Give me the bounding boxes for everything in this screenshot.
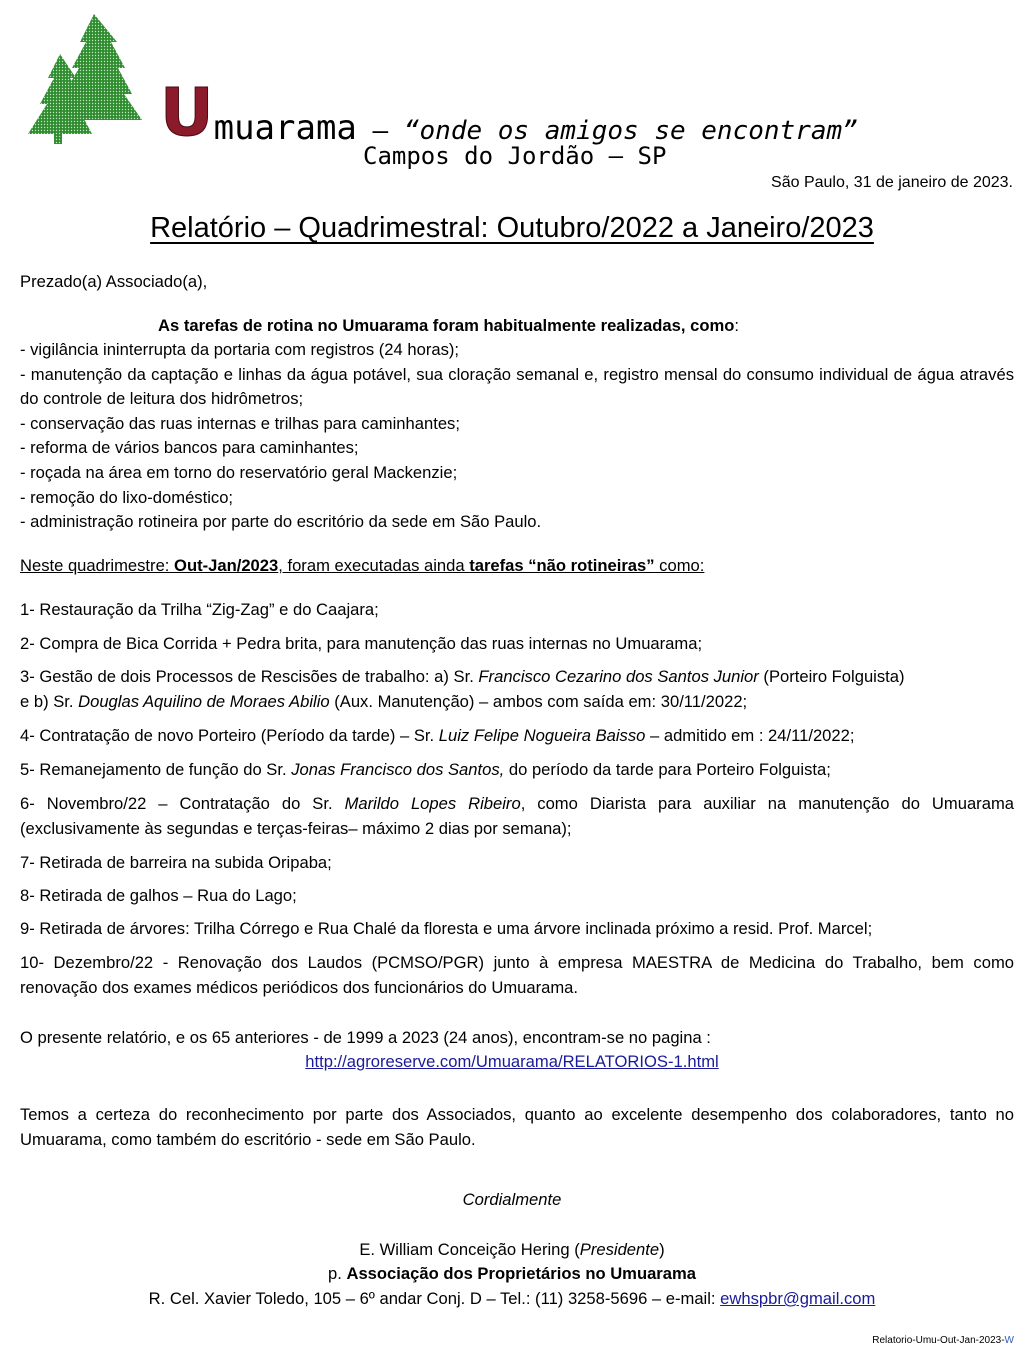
task-10: 10- Dezembro/22 - Renovação dos Laudos (PCMSO/PGR) junto à empresa MAESTRA de Medicina do Trabalho, bem como renovação dos exames médicos periódicos dos funcionários do Umuarama. (20, 953, 1014, 997)
signatory-name (0, 1238, 1024, 1263)
signatory-text: ) (659, 1240, 665, 1259)
task-1: 1- Restauração da Trilha “Zig-Zag” e do Caajara; (20, 600, 379, 619)
extra-tasks-intro (20, 554, 1014, 579)
task-text: 5- Remanejamento de função do Sr. (20, 760, 292, 779)
list-item: - conservação das ruas internas e trilhas para caminhantes; (20, 413, 460, 433)
extra-intro-part: , foram executadas ainda (278, 556, 470, 575)
task-text: e b) Sr. (20, 691, 79, 711)
closing-text: Cordialmente (462, 1190, 562, 1209)
task-text: 3- Gestão de dois Processos de Rescisões de trabalho: a) Sr. (20, 667, 479, 686)
person-name: Luiz Felipe Nogueira Baisso (438, 726, 646, 745)
signatory-text: E. William Conceição Hering ( (359, 1240, 580, 1259)
thanks-paragraph: Temos a certeza do reconhecimento por parte dos Associados, quanto ao excelente desempenho dos colaboradores, tanto no Umuarama, como também do escritório - sede em São Paulo. (20, 1105, 1014, 1149)
person-name: Jonas Francisco dos Santos, (291, 760, 505, 779)
task-text: (Aux. Manutenção) – ambos com saída em: 30/11/2022; (329, 691, 748, 711)
brand-city: Campos do Jordão – SP (363, 142, 667, 170)
document-id-suffix: W (1004, 1335, 1014, 1346)
greeting: Prezado(a) Associado(a), (20, 272, 208, 291)
person-name: Marildo Lopes Ribeiro (344, 794, 521, 813)
routine-intro-text: As tarefas de rotina no Umuarama foram habitualmente realizadas, como (158, 316, 735, 335)
task-5 (20, 758, 1014, 783)
task-text: (Porteiro Folguista) (758, 667, 905, 686)
list-item: - reforma de vários bancos para caminhantes; (20, 438, 359, 458)
task-8: 8- Retirada de galhos – Rua do Lago; (20, 886, 297, 905)
task-7: 7- Retirada de barreira na subida Oripaba; (20, 853, 332, 872)
list-item: - roçada na área em torno do reservatório geral Mackenzie; (20, 462, 458, 482)
extra-intro-part: como: (654, 556, 705, 575)
organization (0, 1262, 1024, 1287)
task-text: 6- Novembro/22 – Contratação do Sr. (20, 794, 345, 813)
task-4 (20, 724, 1014, 749)
document-id (872, 1335, 1014, 1346)
list-item: - remoção do lixo-doméstico; (20, 487, 234, 507)
person-name: Francisco Cezarino dos Santos Junior (478, 667, 759, 686)
extra-intro-period: Out-Jan/2023 (174, 556, 279, 575)
brand-line (160, 74, 858, 151)
letter-date: São Paulo, 31 de janeiro de 2023. (771, 174, 1013, 191)
task-text: , como Diarista para auxiliar na manutenção do Umuarama (exclusivamente às segundas e terças-feiras– máximo 2 dias por semana); (20, 794, 1014, 838)
person-name: Douglas Aquilino de Moraes Abilio (78, 691, 330, 711)
closing-cordially (0, 1188, 1024, 1213)
task-3 (20, 665, 1014, 714)
task-2: 2- Compra de Bica Corrida + Pedra brita, para manutenção das ruas internas no Umuarama; (20, 634, 703, 653)
email-link[interactable]: ewhspbr@gmail.com (720, 1289, 876, 1308)
brand-slogan: “onde os amigos se encontram” (403, 116, 858, 146)
organization-prefix: p. (328, 1264, 347, 1283)
list-item: - administração rotineira por parte do escritório da sede em São Paulo. (20, 512, 542, 532)
brand-name: muarama (213, 108, 357, 148)
task-9: 9- Retirada de árvores: Trilha Córrego e Rua Chalé da floresta e uma árvore inclinada próximo a resid. Prof. Marcel; (20, 919, 873, 938)
list-item: - vigilância ininterrupta da portaria com registros (24 horas); (20, 340, 460, 359)
task-text: do período da tarde para Porteiro Folguista; (504, 760, 831, 779)
pine-trees-logo (22, 12, 148, 147)
brand-initial: U (160, 74, 214, 151)
task-6 (20, 792, 1014, 841)
routine-list (20, 338, 1014, 535)
document-id-text: Relatorio-Umu-Out-Jan-2023- (872, 1335, 1005, 1346)
extra-intro-part: Neste quadrimestre: (20, 556, 175, 575)
extra-intro-highlight: tarefas “não rotineiras” (469, 556, 655, 575)
archive-text: O presente relatório, e os 65 anteriores - de 1999 a 2023 (24 anos), encontram-se no pagina : (20, 1028, 711, 1047)
brand-dash: – (356, 116, 404, 146)
task-text: 4- Contratação de novo Porteiro (Período da tarde) – Sr. (20, 726, 439, 745)
document-title: Relatório – Quadrimestral: Outubro/2022 a Janeiro/2023 (150, 212, 874, 244)
address-line (0, 1287, 1024, 1312)
routine-intro-colon: : (734, 316, 739, 335)
task-text: – admitido em : 24/11/2022; (645, 726, 855, 745)
organization-name: Associação dos Proprietários no Umuarama (346, 1264, 696, 1283)
archive-link-row (0, 1050, 1024, 1075)
routine-intro (20, 314, 1014, 339)
signatory-role: Presidente (579, 1240, 660, 1259)
address-text: R. Cel. Xavier Toledo, 105 – 6º andar Conj. D – Tel.: (11) 3258-5696 – e-mail: (148, 1289, 721, 1308)
archive-link[interactable]: http://agroreserve.com/Umuarama/RELATORIOS-1.html (305, 1052, 719, 1071)
list-item: - manutenção da captação e linhas da água potável, sua cloração semanal e, registro mensal do consumo individual de água através do controle de leitura dos hidrômetros; (20, 364, 1014, 409)
